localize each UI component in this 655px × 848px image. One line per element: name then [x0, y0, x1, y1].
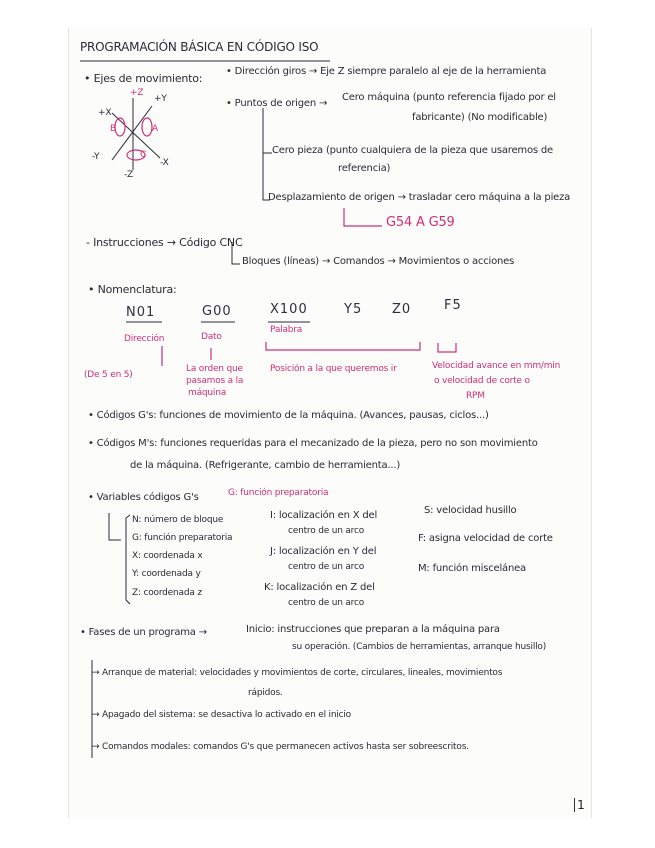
token-z0: Z0 — [392, 302, 412, 317]
label-palabra: Palabra — [270, 325, 303, 335]
nomenclatura-label: • Nomenclatura: — [88, 283, 177, 296]
brace-palabra — [266, 342, 420, 350]
var-z: Z: coordenada z — [132, 588, 202, 598]
puntos-origen-label: • Puntos de origen → — [226, 98, 328, 109]
var-y: Y: coordenada y — [132, 569, 201, 579]
fases-apagado: → Apagado del sistema: se desactiva lo activado en el inicio — [92, 710, 351, 720]
cero-pieza-line1: Cero pieza (punto cualquiera de la pieza que usaremos de — [272, 145, 553, 156]
label-dato: Dato — [201, 332, 222, 342]
token-f5: F5 — [444, 298, 462, 313]
instrucciones-line2: Bloques (líneas) → Comandos → Movimientos o acciones — [242, 256, 515, 267]
var-m: M: función miscelánea — [418, 563, 526, 574]
axis-label-c: C — [140, 150, 147, 160]
axis-label-minus-z: -Z — [124, 170, 134, 180]
rotation-a — [142, 118, 152, 136]
codigos-m-line1: • Códigos M's: funciones requeridas para el mecanizado de la pieza, pero no son movimiento — [88, 438, 538, 449]
codigos-g: • Códigos G's: funciones de movimiento de la máquina. (Avances, pausas, ciclos...) — [88, 410, 489, 421]
fases-arranque-line1: → Arranque de material: velocidades y movimientos de corte, circulares, lineales, movimientos — [92, 668, 503, 678]
axis-label-a: A — [152, 124, 158, 134]
label-velocidad-1: Velocidad avance en mm/min — [432, 361, 561, 371]
var-s: S: velocidad husillo — [424, 505, 517, 516]
axis-label-minus-x: -X — [160, 158, 169, 168]
label-direccion: Dirección — [124, 334, 165, 344]
axes-label: • Ejes de movimiento: — [84, 72, 203, 85]
direccion-giros: • Dirección giros → Eje Z siempre paralelo al eje de la herramienta — [226, 66, 547, 77]
var-j-line1: J: localización en Y del — [270, 546, 377, 557]
cero-maquina-line1: Cero máquina (punto referencia fijado por el — [342, 92, 556, 103]
label-orden-3: máquina — [188, 388, 227, 398]
label-orden-1: La orden que — [186, 364, 243, 374]
label-posicion: Posición a la que queremos ir — [270, 364, 397, 374]
var-g: G: función preparatoria — [132, 533, 233, 543]
axis-label-minus-y: -Y — [92, 152, 100, 162]
fases-modales: → Comandos modales: comandos G's que permanecen activos hasta ser sobreescritos. — [92, 742, 469, 752]
cero-maquina-line2: fabricante) (No modificable) — [412, 112, 548, 123]
g54-g59: G54 A G59 — [386, 215, 455, 230]
cero-pieza-line2: referencia) — [338, 163, 391, 174]
instrucciones-line1: - Instrucciones → Código CNC — [86, 236, 243, 249]
codigos-m-line2: de la máquina. (Refrigerante, cambio de herramienta...) — [130, 460, 401, 471]
token-x100: X100 — [270, 302, 308, 317]
token-g00: G00 — [202, 304, 232, 319]
var-k-line1: K: localización en Z del — [264, 582, 375, 593]
fases-inicio-line1: Inicio: instrucciones que preparan a la máquina para — [246, 624, 500, 635]
fases-inicio-line2: su operación. (Cambios de herramientas, arranque husillo) — [292, 642, 547, 652]
var-i-line2: centro de un arco — [288, 526, 365, 536]
variables-label-pink: G: función preparatoria — [228, 488, 329, 498]
var-f: F: asigna velocidad de corte — [418, 533, 553, 544]
axis-label-plus-z: +Z — [130, 88, 144, 98]
var-n: N: número de bloque — [132, 515, 224, 525]
axis-label-plus-y: +Y — [154, 94, 167, 104]
token-y5: Y5 — [344, 302, 363, 317]
label-de5en5: (De 5 en 5) — [84, 370, 133, 380]
axis-label-plus-x: +X — [98, 108, 112, 118]
axis-label-b: B — [110, 124, 116, 134]
page-title: PROGRAMACIÓN BÁSICA EN CÓDIGO ISO — [80, 40, 319, 54]
origin-bracket — [263, 108, 270, 200]
desplazamiento-line1: Desplazamiento de origen → trasladar cero máquina a la pieza — [268, 192, 571, 203]
var-j-line2: centro de un arco — [288, 562, 365, 572]
variables-label: • Variables códigos G's — [88, 492, 199, 503]
label-velocidad-2: o velocidad de corte o — [434, 376, 530, 386]
token-n01: N01 — [126, 305, 156, 320]
var-i-line1: I: localización en X del — [270, 510, 378, 521]
fases-arranque-line2: rápidos. — [248, 688, 283, 698]
brace-f5 — [438, 343, 456, 352]
var-k-line2: centro de un arco — [288, 598, 365, 608]
label-rpm: RPM — [466, 391, 485, 401]
fases-label: • Fases de un programa → — [80, 627, 207, 638]
var-x: X: coordenada x — [132, 551, 203, 561]
label-orden-2: pasamos a la — [186, 376, 244, 386]
page-number: 1 — [574, 798, 587, 812]
